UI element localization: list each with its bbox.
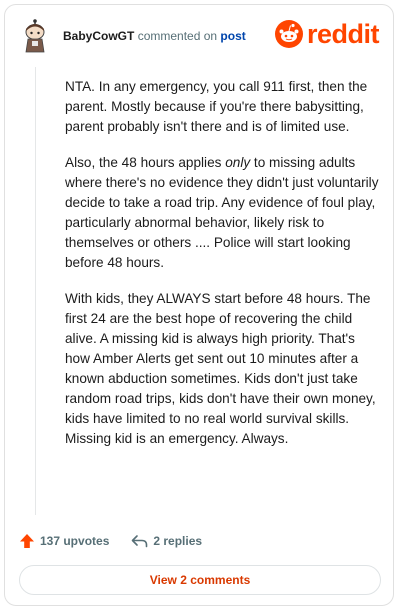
reddit-wordmark: reddit [306, 18, 379, 49]
username[interactable]: BabyCowGT [63, 29, 135, 43]
comment-paragraph: NTA. In any emergency, you call 911 first, then the parent. Mostly because if you're there babysitting, parent probably isn't there and is of limited use. [65, 79, 368, 134]
upvote-count: 137 upvotes [40, 534, 110, 548]
comment-action-text: commented on [137, 29, 218, 43]
comment-header [5, 5, 393, 65]
post-link[interactable]: post [220, 29, 246, 43]
comment-footer [19, 531, 202, 551]
replies-button[interactable] [131, 534, 202, 548]
comment-paragraph [65, 153, 383, 273]
comment-text: to missing adults where there's no evidence they didn't just voluntarily decide to take a road trip. Any evidence of foul play, particularly abnormal behavior, likely risk to themselves or others .... Police will start looking before 48 hours. [65, 155, 379, 270]
comment-body [65, 77, 383, 465]
avatar[interactable] [21, 19, 49, 53]
arrow-up-icon [19, 533, 35, 549]
reply-count: 2 replies [153, 534, 203, 548]
comment-text: Also, the 48 hours applies [65, 155, 226, 170]
comment-card [4, 4, 394, 606]
author-line [63, 29, 246, 43]
upvote-button[interactable] [19, 533, 109, 549]
reddit-logo[interactable] [275, 19, 379, 49]
thread-line[interactable] [35, 67, 36, 515]
reddit-snoo-icon [275, 20, 303, 48]
comment-paragraph: With kids, they ALWAYS start before 48 hours. The first 24 are the best hope of recovering the child alive. A missing kid is always high priority. That's how Amber Alerts get sent out 10 minutes after a known abduction sometimes. Kids don't just take random road trips, kids don't have their own money, kids have limited to no real world survival skills. Missing kid is an emergency. Always. [65, 291, 376, 446]
view-comments-button[interactable]: View 2 comments [19, 565, 381, 595]
comment-emphasis: only [225, 155, 251, 170]
reply-arrow-icon [131, 534, 148, 548]
